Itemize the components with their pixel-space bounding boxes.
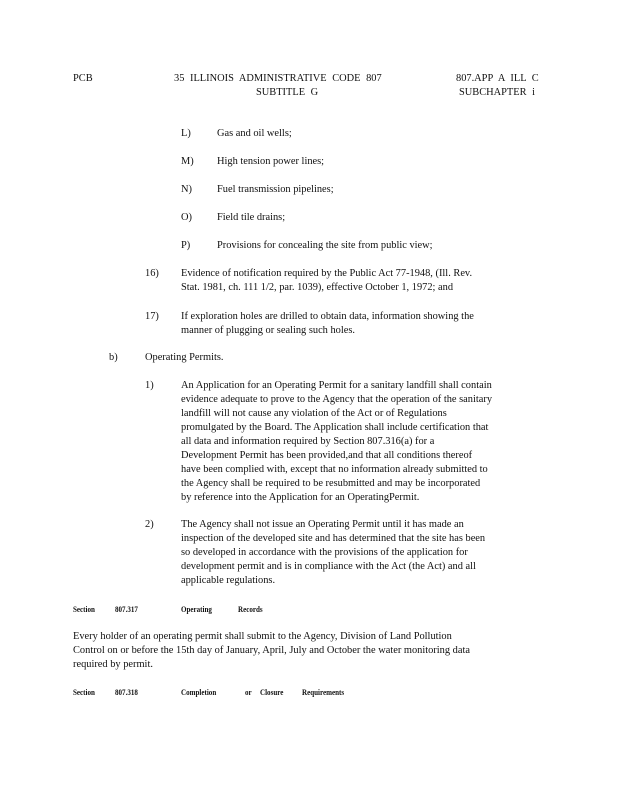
section-318-title2: or <box>245 687 252 697</box>
b1-marker: 1) <box>145 380 154 391</box>
b2-marker: 2) <box>145 519 154 530</box>
list-item-marker: O) <box>181 212 192 223</box>
section-b-marker: b) <box>109 352 118 363</box>
b1-line: Development Permit has been provided,and that all conditions thereof <box>181 450 473 461</box>
section-317-label: Section <box>73 604 95 614</box>
b1-line: An Application for an Operating Permit for a sanitary landfill shall contain <box>181 380 492 391</box>
b1-line: have been complied with, except that no information already submitted to <box>181 464 488 475</box>
list-item-marker: N) <box>181 184 192 195</box>
section-317-title1: Operating <box>181 604 212 614</box>
para-317-line: Control on or before the 15th day of January, April, July and October the water monitoring data <box>73 645 470 656</box>
b2-line: development permit and is in compliance with the Act (the Act) and all <box>181 561 476 572</box>
item-17-line: If exploration holes are drilled to obtain data, information showing the <box>181 311 474 322</box>
b1-line: landfill will not cause any violation of the Act or of Regulations <box>181 408 447 419</box>
list-item-text: Gas and oil wells; <box>217 128 292 139</box>
b1-line: promulgated by the Board. The Application shall include certification that <box>181 422 489 433</box>
item-16-marker: 16) <box>145 268 159 279</box>
b2-line: The Agency shall not issue an Operating Permit until it has made an <box>181 519 464 530</box>
item-16-line: Evidence of notification required by the Public Act 77-1948, (Ill. Rev. <box>181 268 473 279</box>
list-item-marker: L) <box>181 128 191 139</box>
section-317-title2: Records <box>238 604 263 614</box>
list-item-text: Field tile drains; <box>217 212 286 223</box>
list-item-marker: P) <box>181 240 191 251</box>
b1-line: all data and information required by Section 807.316(a) for a <box>181 436 435 447</box>
b2-line: applicable regulations. <box>181 575 276 586</box>
header-left: PCB <box>73 73 93 84</box>
list-item-text: Fuel transmission pipelines; <box>217 184 334 195</box>
b1-line: the Agency shall be required to be resubmitted and may be incorporated <box>181 478 481 489</box>
b2-line: inspection of the developed site and has determined that the site has been <box>181 533 486 544</box>
b2-line: so developed in accordance with the provisions of the application for <box>181 547 468 558</box>
section-318-number: 807.318 <box>115 687 138 697</box>
section-318-label: Section <box>73 687 95 697</box>
list-item-text: High tension power lines; <box>217 156 325 167</box>
header-right-line1: 807.APP A ILL C <box>456 73 539 84</box>
header-title-line1: 35 ILLINOIS ADMINISTRATIVE CODE 807 <box>174 73 382 84</box>
list-item-text: Provisions for concealing the site from public view; <box>217 240 433 251</box>
para-317-line: required by permit. <box>73 659 153 670</box>
item-17-marker: 17) <box>145 311 159 322</box>
para-317-line: Every holder of an operating permit shall submit to the Agency, Division of Land Pollution <box>73 631 452 642</box>
section-318-title3: Closure <box>260 687 284 697</box>
item-17-line: manner of plugging or sealing such holes. <box>181 325 356 336</box>
section-b-title: Operating Permits. <box>145 352 224 363</box>
b1-line: evidence adequate to prove to the Agency that the operation of the sanitary <box>181 394 493 405</box>
header-title-line2: SUBTITLE G <box>256 87 319 98</box>
item-16-line: Stat. 1981, ch. 111 1/2, par. 1039), effective October 1, 1972; and <box>181 282 454 293</box>
section-317-number: 807.317 <box>115 604 138 614</box>
section-318-title1: Completion <box>181 687 217 697</box>
header-right-line2: SUBCHAPTER i <box>459 87 536 98</box>
section-318-title4: Requirements <box>302 687 345 697</box>
b1-line: by reference into the Application for an OperatingPermit. <box>181 492 420 503</box>
list-item-marker: M) <box>181 156 194 167</box>
